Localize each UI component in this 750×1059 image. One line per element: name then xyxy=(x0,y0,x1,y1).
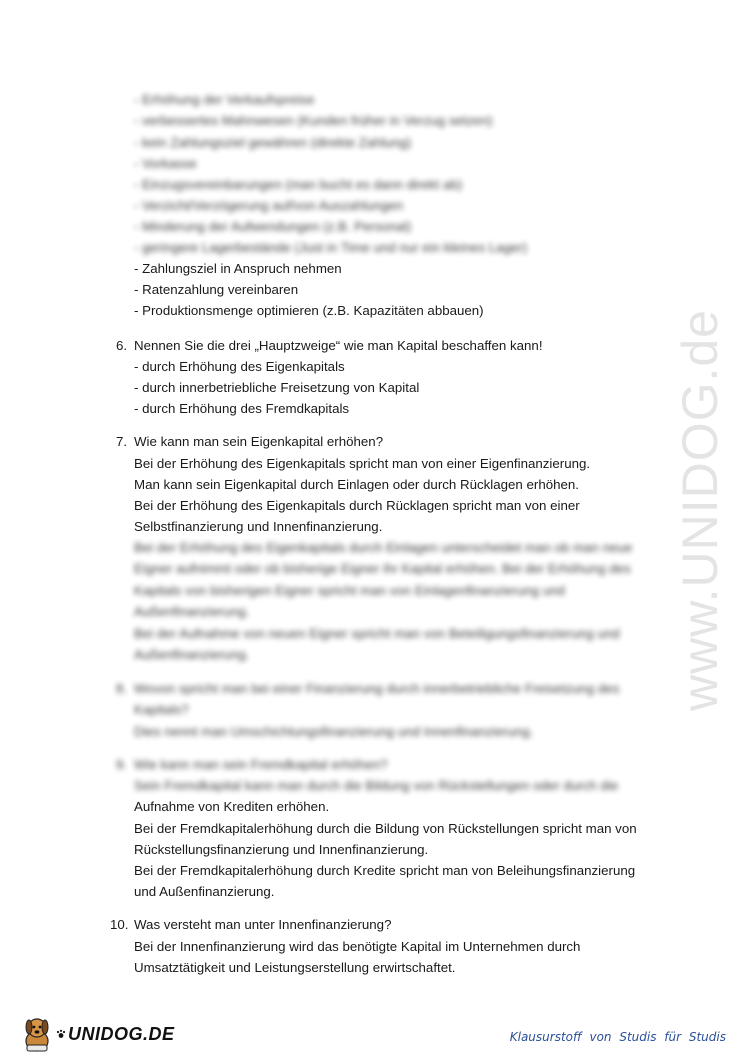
list-item: - Vorkasse xyxy=(134,156,197,171)
answer-line: Eigner aufnimmt oder ob bisherige Eigner ihr Kapital erhöhen. Bei der Erhöhung des xyxy=(134,561,631,576)
answer-line: Selbstfinanzierung und Innenfinanzierung. xyxy=(134,519,383,534)
answer-line: Bei der Fremdkapitalerhöhung durch die Bildung von Rückstellungen spricht man von xyxy=(134,821,637,836)
list-item: - Zahlungsziel in Anspruch nehmen xyxy=(134,261,342,276)
dog-mascot-icon xyxy=(20,1015,54,1053)
answer-line: Kapitals von bisherigen Eigner spricht man von Einlagenfinanzierung und xyxy=(134,583,565,598)
question-text: Wie kann man sein Fremdkapital erhöhen? xyxy=(134,757,388,772)
question-text: Was versteht man unter Innenfinanzierung? xyxy=(134,917,392,932)
answer-line: Rückstellungsfinanzierung und Innenfinanzierung. xyxy=(134,842,429,857)
list-item: - verbessertes Mahnwesen (Kunden früher in Verzug setzen) xyxy=(134,113,493,128)
answer-line: Dies nennt man Umschichtungsfinanzierung und Innenfinanzierung. xyxy=(134,724,534,739)
footer-logo xyxy=(20,1014,180,1054)
list-item: - Minderung der Aufwendungen (z.B. Personal) xyxy=(134,219,412,234)
answer-line: und Außenfinanzierung. xyxy=(134,884,275,899)
question-text: Kapitals? xyxy=(134,702,189,717)
answer-line: Bei der Erhöhung des Eigenkapitals durch Einlagen unterscheidet man ob man neue xyxy=(134,540,633,555)
answer-line: Umsatztätigkeit und Leistungserstellung erwirtschaftet. xyxy=(134,960,456,975)
question-text: Nennen Sie die drei „Hauptzweige“ wie man Kapital beschaffen kann! xyxy=(134,338,543,353)
paw-icon xyxy=(56,1029,66,1039)
watermark xyxy=(640,280,750,740)
answer-line: Außenfinanzierung. xyxy=(134,604,250,619)
question-number: 7. xyxy=(116,434,128,449)
answer-line: Sein Fremdkapital kann man durch die Bildung von Rückstellungen oder durch die xyxy=(134,778,619,793)
answer-line: Bei der Aufnahme von neuen Eigner spricht man von Beteiligungsfinanzierung und xyxy=(134,626,620,641)
question-number: 9. xyxy=(116,757,128,772)
question-number: 6. xyxy=(116,338,128,353)
answer-line: Bei der Erhöhung des Eigenkapitals spricht man von einer Eigenfinanzierung. xyxy=(134,456,591,471)
answer-line: Bei der Innenfinanzierung wird das benötigte Kapital im Unternehmen durch xyxy=(134,939,581,954)
answer-line: Bei der Erhöhung des Eigenkapitals durch Rücklagen spricht man von einer xyxy=(134,498,580,513)
question-number: 8. xyxy=(116,681,128,696)
answer-line: Außenfinanzierung. xyxy=(134,647,250,662)
question-number: 10. xyxy=(110,917,129,932)
answer-line: Bei der Fremdkapitalerhöhung durch Kredite spricht man von Beleihungsfinanzierung xyxy=(134,863,636,878)
question-text: Wovon spricht man bei einer Finanzierung durch innerbetriebliche Freisetzung des xyxy=(134,681,620,696)
list-item: - kein Zahlungsziel gewähren (direkte Zahlung) xyxy=(134,135,412,150)
list-item: - Verzicht/Verzögerung auf/von Auszahlungen xyxy=(134,198,404,213)
list-item: - Erhöhung der Verkaufspreise xyxy=(134,92,315,107)
answer-line: - durch Erhöhung des Eigenkapitals xyxy=(134,359,345,374)
list-item: - Einzugsvereinbarungen (man bucht es dann direkt ab) xyxy=(134,177,463,192)
list-item: - geringere Lagerbestände (Just in Time und nur ein kleines Lager) xyxy=(134,240,528,255)
footer-tagline: Klausurstoff von Studis für Studis xyxy=(509,1030,726,1044)
answer-line: Man kann sein Eigenkapital durch Einlagen oder durch Rücklagen erhöhen. xyxy=(134,477,579,492)
answer-line: - durch innerbetriebliche Freisetzung von Kapital xyxy=(134,380,420,395)
answer-line: Aufnahme von Krediten erhöhen. xyxy=(134,799,330,814)
question-text: Wie kann man sein Eigenkapital erhöhen? xyxy=(134,434,384,449)
watermark-text: www.UNIDOG.de xyxy=(672,309,728,711)
list-item: - Produktionsmenge optimieren (z.B. Kapazitäten abbauen) xyxy=(134,303,484,318)
logo-text: UNIDOG.DE xyxy=(68,1023,175,1044)
list-item: - Ratenzahlung vereinbaren xyxy=(134,282,299,297)
answer-line: - durch Erhöhung des Fremdkapitals xyxy=(134,401,350,416)
